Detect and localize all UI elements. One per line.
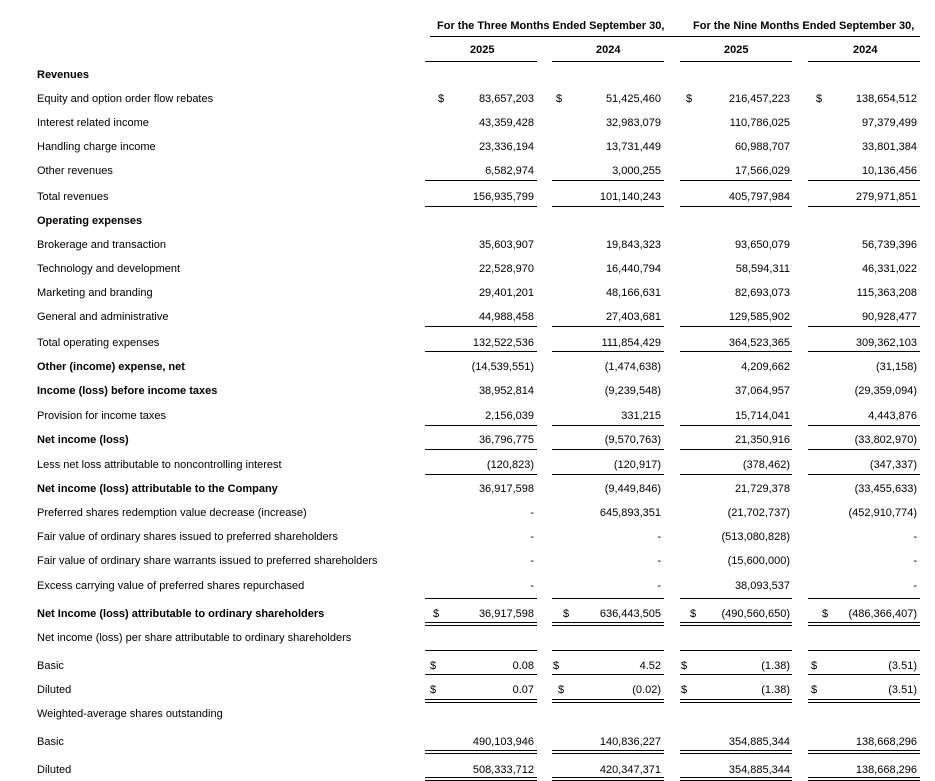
subtotal-rule [552,425,664,426]
value-cell: 19,843,323 [605,239,661,251]
value-cell: 364,523,365 [728,337,790,349]
table-row [0,629,935,647]
row-label: Fair value of ordinary share warrants issued to preferred shareholders [37,555,378,567]
value-cell: (1.38) [761,660,790,672]
currency-symbol: $ [811,660,818,672]
value-cell: 216,457,223 [728,93,790,105]
subtotal-rule [808,351,920,352]
row-label: Less net loss attributable to noncontrolling interest [37,459,282,471]
row-label: Handling charge income [37,141,156,153]
value-cell: - [530,580,534,592]
value-cell: - [657,580,661,592]
value-cell: - [657,531,661,543]
subtotal-rule [425,425,537,426]
currency-symbol: $ [553,660,560,672]
subtotal-rule [680,326,792,327]
currency-symbol: $ [681,660,688,672]
total-double-rule [808,750,920,754]
row-label: Excess carrying value of preferred shares repurchased [37,580,305,592]
value-cell: 405,797,984 [728,191,790,203]
subtotal-rule [552,598,664,599]
value-cell: (490,560,650) [721,608,790,620]
header-nine-months: For the Nine Months Ended September 30, [693,20,915,32]
table-row [0,284,935,302]
value-cell: (347,337) [869,459,917,471]
table-row [0,705,935,723]
value-cell: 44,988,458 [478,311,534,323]
row-label: Revenues [37,69,89,81]
row-label: Fair value of ordinary shares issued to preferred shareholders [37,531,338,543]
subtotal-rule [552,206,664,207]
value-cell: 4,209,662 [741,361,790,373]
value-cell: 97,379,499 [861,117,917,129]
row-label: Equity and option order flow rebates [37,93,214,105]
value-cell: 15,714,041 [734,410,790,422]
value-cell: 35,603,907 [478,239,534,251]
value-cell: (9,239,548) [604,385,661,397]
header-year-rule [680,61,792,62]
value-cell: (9,570,763) [604,434,661,446]
header-year: 2024 [853,44,878,56]
value-cell: 331,215 [621,410,661,422]
value-cell: (1.38) [761,684,790,696]
value-cell: (3.51) [888,684,917,696]
value-cell: 156,935,799 [472,191,534,203]
row-label: Other (income) expense, net [37,361,185,373]
value-cell: 37,064,957 [734,385,790,397]
subtotal-rule [552,674,664,675]
value-cell: (378,462) [742,459,790,471]
table-row [0,528,935,546]
table-row [0,188,935,206]
value-cell: (1,474,638) [604,361,661,373]
subtotal-rule [808,425,920,426]
subtotal-rule [552,449,664,450]
value-cell: (0.02) [632,684,661,696]
value-cell: 636,443,505 [599,608,661,620]
subtotal-rule [552,180,664,181]
row-label: Net Income (loss) attributable to ordinary shareholders [37,608,325,620]
row-label: Total operating expenses [37,337,160,349]
subtotal-rule [808,674,920,675]
table-row [0,66,935,84]
table-row [0,504,935,522]
table-row [0,480,935,498]
subtotal-rule [680,206,792,207]
value-cell: 36,917,598 [478,608,534,620]
value-cell: 354,885,344 [728,736,790,748]
value-cell: (33,802,970) [854,434,917,446]
table-row [0,681,935,699]
value-cell: 29,401,201 [478,287,534,299]
table-row [0,334,935,352]
value-cell: 490,103,946 [472,736,534,748]
value-cell: 27,403,681 [605,311,661,323]
header-year: 2025 [724,44,749,56]
currency-symbol: $ [430,660,437,672]
value-cell: 354,885,344 [728,764,790,776]
currency-symbol: $ [822,608,829,620]
table-row [0,138,935,156]
value-cell: 43,359,428 [478,117,534,129]
value-cell: 138,668,296 [855,764,917,776]
row-label: Marketing and branding [37,287,153,299]
currency-symbol: $ [681,684,688,696]
value-cell: 58,594,311 [735,263,790,275]
value-cell: 16,440,794 [605,263,661,275]
subtotal-rule [680,598,792,599]
header-year: 2024 [596,44,621,56]
value-cell: 48,166,631 [605,287,661,299]
value-cell: (486,366,407) [848,608,917,620]
currency-symbol: $ [438,93,445,105]
total-double-rule [552,699,664,703]
value-cell: - [530,531,534,543]
subtotal-rule [425,180,537,181]
header-rule [430,36,920,37]
table-row [0,407,935,425]
value-cell: 21,350,916 [734,434,790,446]
subtotal-rule [425,206,537,207]
total-double-rule [552,777,664,781]
table-row [0,382,935,400]
subtotal-rule [425,351,537,352]
header-year: 2025 [470,44,495,56]
subtotal-rule [425,598,537,599]
value-cell: 21,729,378 [734,483,790,495]
value-cell: 111,854,429 [601,337,661,349]
row-label: Provision for income taxes [37,410,166,422]
row-label: Preferred shares redemption value decrease (increase) [37,507,307,519]
total-double-rule [680,750,792,754]
subtotal-rule [808,474,920,475]
row-label: Net income (loss) attributable to the Company [37,483,278,495]
value-cell: 110,786,025 [729,117,790,129]
header-year-rule [808,61,920,62]
value-cell: 115,363,208 [856,287,917,299]
value-cell: - [530,507,534,519]
subtotal-rule [552,351,664,352]
value-cell: 3,000,255 [612,165,661,177]
subtotal-rule [425,474,537,475]
value-cell: (120,823) [486,459,534,471]
currency-symbol: $ [686,93,693,105]
value-cell: - [913,531,917,543]
value-cell: 132,522,536 [472,337,534,349]
total-double-rule [808,777,920,781]
subtotal-rule [425,449,537,450]
row-label: Total revenues [37,191,109,203]
value-cell: 6,582,974 [485,165,534,177]
subtotal-rule [552,650,664,651]
value-cell: 23,336,194 [478,141,534,153]
total-double-rule [808,699,920,703]
table-row [0,605,935,623]
subtotal-rule [425,674,537,675]
row-label: Basic [37,736,64,748]
subtotal-rule [680,650,792,651]
subtotal-rule [680,674,792,675]
subtotal-rule [680,474,792,475]
currency-symbol: $ [690,608,697,620]
row-label: Diluted [37,684,72,696]
currency-symbol: $ [558,684,565,696]
value-cell: 83,657,203 [478,93,534,105]
total-double-rule [425,622,537,626]
table-row [0,212,935,230]
row-label: Basic [37,660,64,672]
value-cell: 129,585,902 [728,311,790,323]
value-cell: 33,801,384 [861,141,917,153]
value-cell: 645,893,351 [599,507,661,519]
row-label: Interest related income [37,117,149,129]
value-cell: 140,836,227 [599,736,661,748]
subtotal-rule [552,326,664,327]
value-cell: (14,539,551) [471,361,534,373]
value-cell: - [913,580,917,592]
value-cell: - [657,555,661,567]
value-cell: (15,600,000) [727,555,790,567]
value-cell: (452,910,774) [848,507,917,519]
total-double-rule [552,750,664,754]
value-cell: (120,917) [613,459,661,471]
subtotal-rule [808,206,920,207]
value-cell: 56,739,396 [861,239,917,251]
table-row [0,90,935,108]
value-cell: (29,359,094) [854,385,917,397]
subtotal-rule [808,650,920,651]
table-row [0,733,935,751]
value-cell: 36,796,775 [478,434,534,446]
row-label: Diluted [37,764,72,776]
value-cell: 51,425,460 [605,93,661,105]
table-row [0,431,935,449]
row-label: Weighted-average shares outstanding [37,708,223,720]
subtotal-rule [680,425,792,426]
value-cell: 138,654,512 [855,93,917,105]
value-cell: (513,080,828) [721,531,790,543]
subtotal-rule [680,449,792,450]
currency-symbol: $ [433,608,440,620]
subtotal-rule [680,351,792,352]
value-cell: 138,668,296 [855,736,917,748]
currency-symbol: $ [816,93,823,105]
currency-symbol: $ [563,608,570,620]
total-double-rule [808,622,920,626]
subtotal-rule [425,650,537,651]
value-cell: 508,333,712 [472,764,534,776]
total-double-rule [425,777,537,781]
subtotal-rule [808,449,920,450]
table-row [0,114,935,132]
table-row [0,456,935,474]
subtotal-rule [808,180,920,181]
row-label: Other revenues [37,165,113,177]
header-year-rule [425,61,537,62]
table-row [0,657,935,675]
value-cell: 60,988,707 [734,141,790,153]
value-cell: 10,136,456 [861,165,917,177]
value-cell: 420,347,371 [599,764,661,776]
value-cell: 32,983,079 [605,117,661,129]
table-row [0,577,935,595]
header-three-months: For the Three Months Ended September 30, [437,20,665,32]
row-label: Technology and development [37,263,181,275]
table-row [0,552,935,570]
subtotal-rule [808,598,920,599]
subtotal-rule [552,474,664,475]
value-cell: 17,566,029 [734,165,790,177]
value-cell: (33,455,633) [854,483,917,495]
value-cell: 82,693,073 [734,287,790,299]
subtotal-rule [425,326,537,327]
row-label: Net income (loss) per share attributable to ordinary shareholders [37,632,352,644]
value-cell: (31,158) [876,361,917,373]
total-double-rule [680,622,792,626]
value-cell: 279,971,851 [855,191,917,203]
table-row [0,358,935,376]
row-label: Operating expenses [37,215,143,227]
subtotal-rule [680,180,792,181]
value-cell: 0.07 [512,684,534,696]
value-cell: 4.52 [639,660,661,672]
table-row [0,260,935,278]
value-cell: 90,928,477 [861,311,917,323]
value-cell: 93,650,079 [734,239,790,251]
subtotal-rule [808,326,920,327]
value-cell: (9,449,846) [604,483,661,495]
value-cell: 309,362,103 [855,337,917,349]
table-row [0,236,935,254]
value-cell: 4,443,876 [868,410,917,422]
currency-symbol: $ [556,93,563,105]
value-cell: (21,702,737) [727,507,790,519]
value-cell: 13,731,449 [605,141,661,153]
header-year-rule [552,61,664,62]
currency-symbol: $ [811,684,818,696]
value-cell: 22,528,970 [478,263,534,275]
value-cell: 2,156,039 [485,410,534,422]
value-cell: 46,331,022 [861,263,917,275]
value-cell: - [530,555,534,567]
total-double-rule [680,699,792,703]
total-double-rule [680,777,792,781]
table-row [0,162,935,180]
value-cell: 0.08 [512,660,534,672]
table-row [0,308,935,326]
row-label: Brokerage and transaction [37,239,167,251]
value-cell: 38,093,537 [734,580,790,592]
row-label: Income (loss) before income taxes [37,385,218,397]
value-cell: 36,917,598 [478,483,534,495]
value-cell: (3.51) [888,660,917,672]
value-cell: 38,952,814 [478,385,534,397]
row-label: General and administrative [37,311,169,323]
row-label: Net income (loss) [37,434,129,446]
total-double-rule [425,750,537,754]
value-cell: 101,140,243 [599,191,661,203]
total-double-rule [425,699,537,703]
value-cell: - [913,555,917,567]
currency-symbol: $ [430,684,437,696]
total-double-rule [552,622,664,626]
